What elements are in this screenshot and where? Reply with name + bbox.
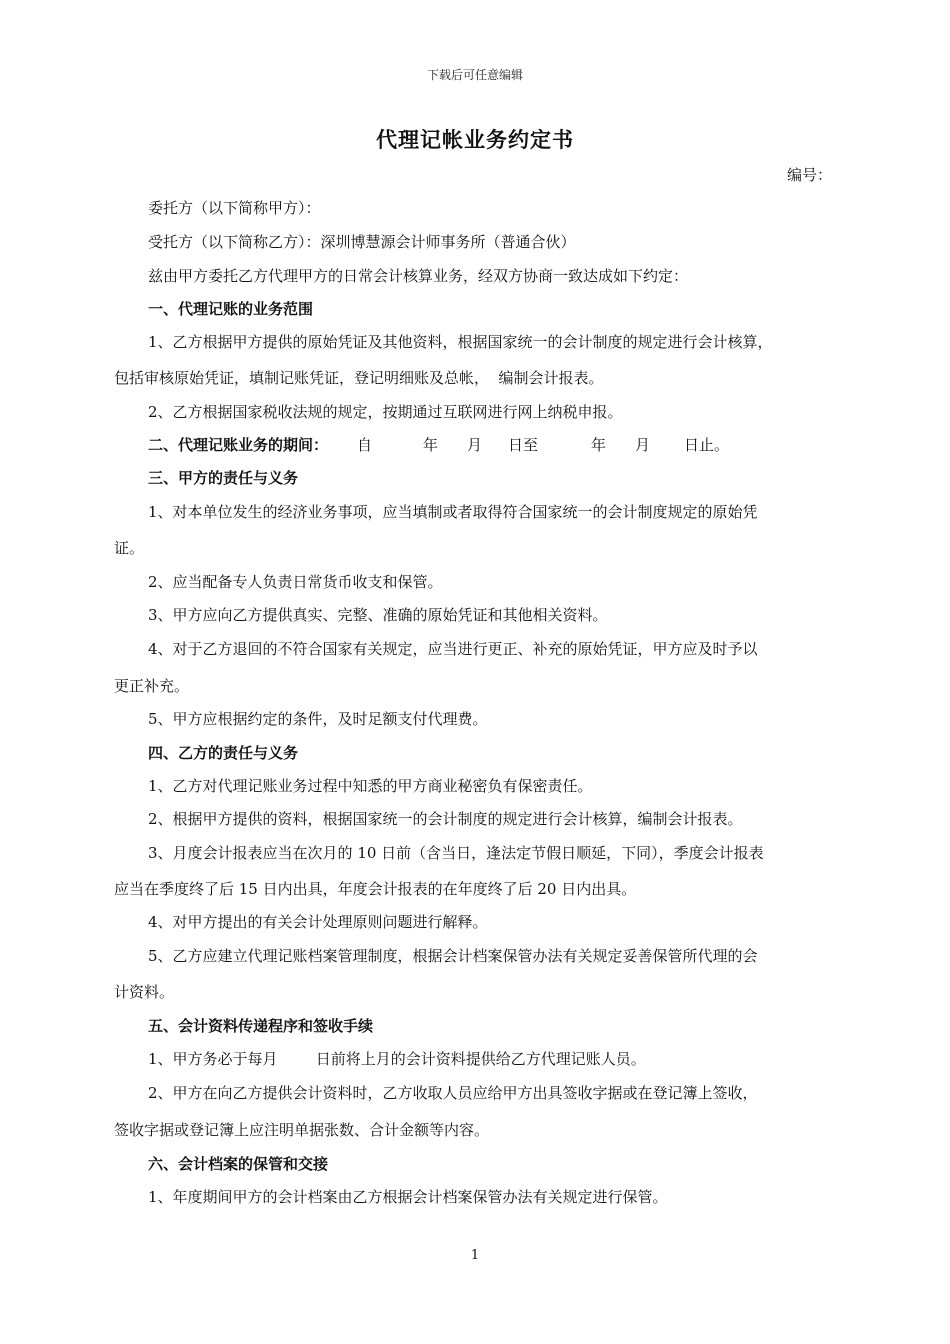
section-4-item-3-line-2: 应当在季度终了后 15 日内出具，年度会计报表的在年度终了后 20 日内出具。 — [114, 880, 637, 898]
period-day-end: 日止。 — [684, 436, 730, 454]
section-4-item-4: 4、对甲方提出的有关会计处理原则问题进行解释。 — [148, 913, 488, 931]
section-1-item-1-line-1: 1、乙方根据甲方提供的原始凭证及其他资料，根据国家统一的会计制度的规定进行会计核算， — [148, 333, 773, 351]
section-3-item-5: 5、甲方应根据约定的条件，及时足额支付代理费。 — [148, 710, 488, 728]
client-party: 委托方（以下简称甲方）： — [148, 199, 321, 217]
period-from: 自 — [357, 436, 373, 454]
period-month-1: 月 — [467, 436, 483, 454]
section-4-heading: 四、乙方的责任与义务 — [148, 744, 299, 762]
section-4-item-5-line-2: 计资料。 — [114, 983, 175, 1001]
section-5-heading: 五、会计资料传递程序和签收手续 — [148, 1017, 374, 1035]
section-3-item-4-line-1: 4、对于乙方退回的不符合国家有关规定，应当进行更正、补充的原始凭证，甲方应及时予以 — [148, 640, 758, 658]
section-3-heading: 三、甲方的责任与义务 — [148, 469, 299, 487]
agent-party: 受托方（以下简称乙方）：深圳博慧源会计师事务所（普通合伙） — [148, 233, 576, 251]
intro-paragraph: 兹由甲方委托乙方代理甲方的日常会计核算业务，经双方协商一致达成如下约定： — [148, 267, 689, 285]
section-2-period-line — [148, 435, 730, 455]
period-day-to: 日至 — [508, 436, 539, 454]
document-title: 代理记帐业务约定书 — [376, 127, 574, 152]
section-1-item-1-line-2: 包括审核原始凭证，填制记账凭证，登记明细账及总帐， 编制会计报表。 — [114, 369, 604, 387]
section-2-heading: 二、代理记账业务的期间： — [148, 436, 329, 454]
header-note: 下载后可任意编辑 — [426, 68, 523, 82]
section-1-item-2: 2、乙方根据国家税收法规的规定，按期通过互联网进行网上纳税申报。 — [148, 403, 623, 421]
section-1-heading: 一、代理记账的业务范围 — [148, 300, 314, 318]
section-4-item-2: 2、根据甲方提供的资料，根据国家统一的会计制度的规定进行会计核算，编制会计报表。 — [148, 810, 743, 828]
section-5-item-2-line-1: 2、甲方在向乙方提供会计资料时，乙方收取人员应给甲方出具签收字据或在登记簿上签收， — [148, 1084, 758, 1102]
section-3-item-1-line-1: 1、对本单位发生的经济业务事项，应当填制或者取得符合国家统一的会计制度规定的原始凭 — [148, 503, 758, 521]
section-5-item-1: 1、甲方务必于每月 日前将上月的会计资料提供给乙方代理记账人员。 — [148, 1050, 646, 1068]
section-6-item-1: 1、年度期间甲方的会计档案由乙方根据会计档案保管办法有关规定进行保管。 — [148, 1188, 668, 1206]
section-3-item-2: 2、应当配备专人负责日常货币收支和保管。 — [148, 573, 443, 591]
section-4-item-3-line-1: 3、月度会计报表应当在次月的 10 日前（含当日，逢法定节假日顺延，下同），季度会计报表 — [148, 844, 764, 862]
section-3-item-1-line-2: 证。 — [114, 539, 145, 557]
period-month-2: 月 — [635, 436, 651, 454]
number-label: 编号： — [786, 166, 832, 184]
period-year-1: 年 — [423, 436, 439, 454]
period-year-2: 年 — [591, 436, 607, 454]
section-4-item-5-line-1: 5、乙方应建立代理记账档案管理制度，根据会计档案保管办法有关规定妥善保管所代理的会 — [148, 947, 758, 965]
section-4-item-1: 1、乙方对代理记账业务过程中知悉的甲方商业秘密负有保密责任。 — [148, 777, 593, 795]
section-5-item-2-line-2: 签收字据或登记簿上应注明单据张数、合计金额等内容。 — [114, 1121, 490, 1139]
section-3-item-4-line-2: 更正补充。 — [114, 677, 190, 695]
section-3-item-3: 3、甲方应向乙方提供真实、完整、准确的原始凭证和其他相关资料。 — [148, 606, 608, 624]
page-number: 1 — [470, 1248, 480, 1263]
section-6-heading: 六、会计档案的保管和交接 — [148, 1155, 329, 1173]
